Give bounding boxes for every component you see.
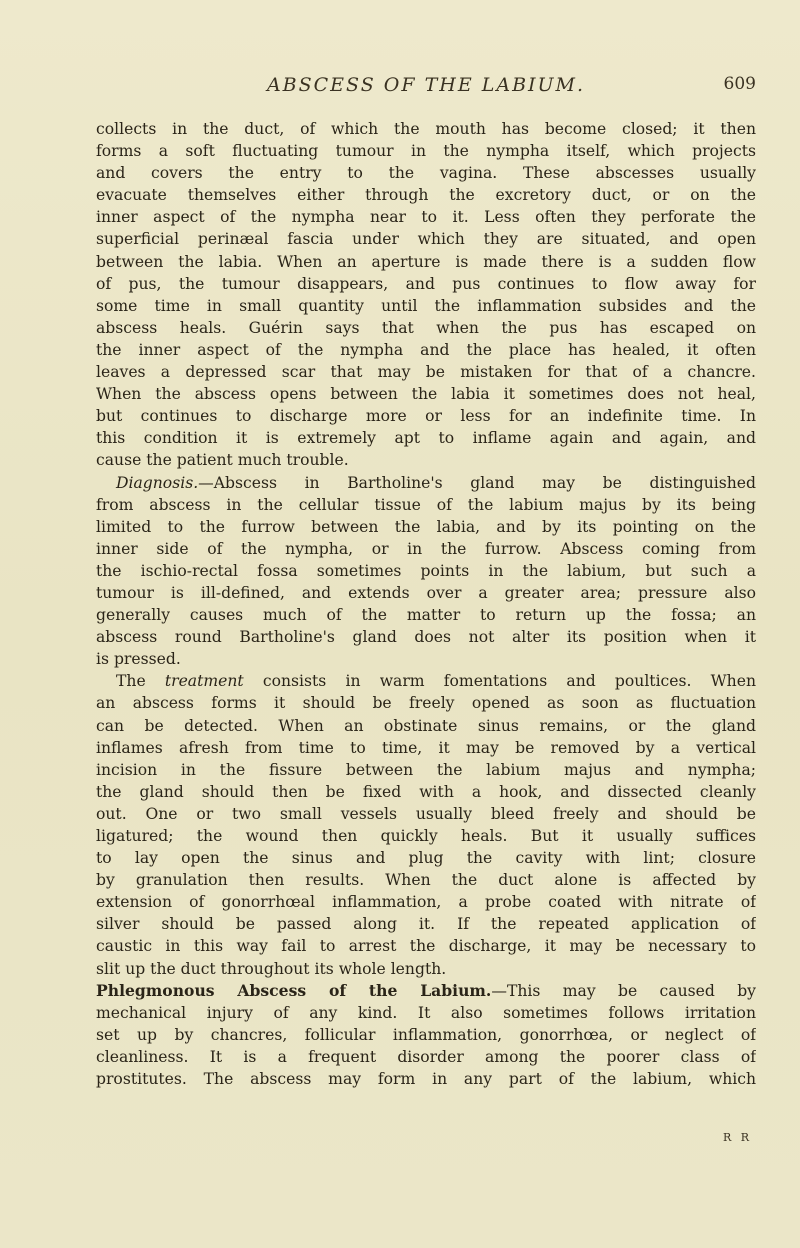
- phlegmonous-heading: Phlegmonous Abscess of the Labium.: [96, 980, 492, 1000]
- text-line: is pressed.: [96, 650, 181, 669]
- text-line: the gland should then be fixed with a hook, and dissected cleanly: [96, 782, 756, 801]
- diagnosis-paragraph-start: [96, 472, 756, 494]
- text-line: this condition it is extremely apt to inflame again and again, and: [96, 429, 756, 448]
- text-line: silver should be passed along it. If the repeated application of: [96, 915, 756, 934]
- text-line: some time in small quantity until the inflammation subsides and the: [96, 296, 756, 315]
- text-line: set up by chancres, follicular inflammation, gonorrhœa, or neglect of: [96, 1025, 756, 1044]
- text-line: limited to the furrow between the labia, and by its pointing on the: [96, 517, 756, 536]
- text-line: but continues to discharge more or less for an indefinite time. In: [96, 407, 756, 426]
- text-line: cleanliness. It is a frequent disorder among the poorer class of: [96, 1047, 756, 1066]
- text-line: and covers the entry to the vagina. These abscesses usually: [96, 164, 756, 183]
- text-line: the ischio-rectal fossa sometimes points in the labium, but such a: [96, 561, 756, 580]
- text-line: an abscess forms it should be freely opened as soon as fluctuation: [96, 694, 756, 713]
- body-text: [96, 118, 756, 1090]
- text-line: prostitutes. The abscess may form in any part of the labium, which: [96, 1070, 756, 1089]
- phlegmonous-text: —This may be caused by: [491, 981, 756, 1000]
- text-line: When the abscess opens between the labia it sometimes does not heal,: [96, 385, 756, 404]
- page-number: 609: [723, 74, 756, 94]
- text-line: evacuate themselves either through the excretory duct, or on the: [96, 186, 756, 205]
- text-line: slit up the duct throughout its whole length.: [96, 959, 447, 978]
- text-line: superficial perinæal fascia under which they are situated, and open: [96, 230, 756, 249]
- text-line: mechanical injury of any kind. It also sometimes follows irritation: [96, 1003, 756, 1022]
- text-line: ligatured; the wound then quickly heals. But it usually suffices: [96, 827, 756, 845]
- diagnosis-heading: Diagnosis.: [116, 473, 199, 492]
- text-line: inner aspect of the nympha near to it. Less often they perforate the: [96, 208, 756, 227]
- treatment-emphasis: treatment: [164, 672, 244, 691]
- diagnosis-text: —Abscess in Bartholine's gland may be distinguished: [198, 473, 756, 492]
- text-line: extension of gonorrhœal inflammation, a probe coated with nitrate of: [96, 893, 756, 912]
- text-line: abscess heals. Guérin says that when the pus has escaped on: [96, 318, 756, 337]
- text-line: inner side of the nympha, or in the furrow. Abscess coming from: [96, 539, 756, 558]
- text-line: abscess round Bartholine's gland does not alter its position when it: [96, 628, 756, 647]
- running-title: ABSCESS OF THE LABIUM.: [266, 74, 586, 96]
- text-line: leaves a depressed scar that may be mistaken for that of a chancre.: [96, 363, 756, 382]
- text-line: inflames afresh from time to time, it may be removed by a vertical: [96, 738, 756, 757]
- text-line: generally causes much of the matter to return up the fossa; an: [96, 606, 756, 625]
- text-line: can be detected. When an obstinate sinus remains, or the gland: [96, 716, 756, 735]
- treatment-paragraph-start: [96, 670, 756, 692]
- text-line: forms a soft fluctuating tumour in the nympha itself, which projects: [96, 142, 756, 161]
- text-line: from abscess in the cellular tissue of the labium majus by its being: [96, 495, 756, 514]
- signature-mark: R R: [722, 1131, 752, 1144]
- page-header: [96, 74, 756, 106]
- text-line: caustic in this way fail to arrest the discharge, it may be necessary to: [96, 937, 756, 956]
- text-line: of pus, the tumour disappears, and pus continues to flow away for: [96, 274, 756, 293]
- text-line: to lay open the sinus and plug the cavity with lint; closure: [96, 849, 756, 868]
- text-line: collects in the duct, of which the mouth has become closed; it then: [96, 120, 756, 138]
- text-line: by granulation then results. When the duct alone is affected by: [96, 871, 756, 890]
- text-line: the inner aspect of the nympha and the place has healed, it often: [96, 340, 756, 359]
- text-line: between the labia. When an aperture is made there is a sudden flow: [96, 252, 756, 271]
- treatment-text-rest: consists in warm fomentations and poultices. When: [243, 672, 756, 691]
- text-line: tumour is ill-defined, and extends over a greater area; pressure also: [96, 583, 756, 602]
- treatment-text-start: The: [116, 672, 165, 691]
- phlegmonous-paragraph-start: [96, 980, 756, 1002]
- text-line: incision in the fissure between the labium majus and nympha;: [96, 760, 756, 779]
- text-line: cause the patient much trouble.: [96, 451, 349, 470]
- text-line: out. One or two small vessels usually bleed freely and should be: [96, 804, 756, 823]
